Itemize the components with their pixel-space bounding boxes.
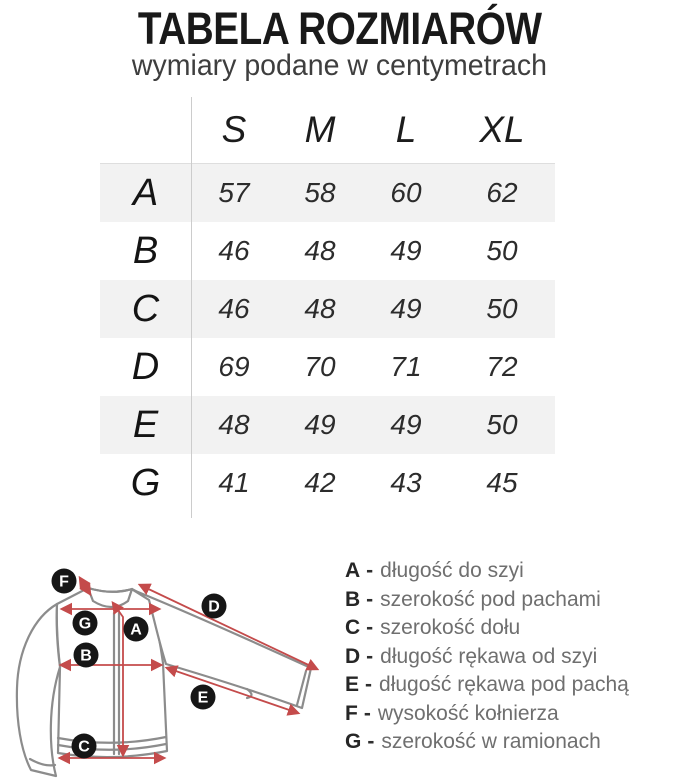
row-label: D (131, 345, 160, 388)
column-header-l: L (395, 109, 417, 150)
legend-description: długość do szyi (380, 559, 524, 582)
legend-letter: A (345, 559, 361, 582)
badge-e (191, 685, 216, 710)
badge-g (73, 611, 98, 636)
size-table-header-row (100, 97, 555, 164)
legend-letter: C (345, 616, 361, 639)
legend-letter: B (345, 587, 361, 611)
svg-text:D: D (208, 598, 220, 616)
legend-description: długość rękawa pod pachą (379, 673, 629, 696)
badge-a (124, 617, 149, 642)
value-a-m: 58 (304, 177, 336, 208)
value-d-l: 71 (390, 351, 422, 382)
row-label: E (132, 403, 159, 446)
badge-d (202, 594, 227, 619)
value-d-m: 70 (304, 351, 336, 382)
svg-text:E: E (197, 689, 209, 707)
legend-item-d (345, 643, 629, 672)
page-subtitle-row (0, 49, 679, 83)
table-row-e (100, 396, 555, 454)
value-d-s: 69 (218, 351, 250, 382)
jacket-body (57, 588, 167, 757)
svg-text:C: C (78, 738, 90, 756)
page-title-row (0, 3, 679, 54)
value-e-l: 49 (390, 409, 422, 440)
legend-separator: - (365, 673, 373, 696)
legend-letter: F (345, 701, 358, 725)
value-e-m: 49 (304, 409, 336, 440)
table-row-c (100, 280, 555, 338)
jacket-left-sleeve (17, 604, 60, 776)
row-label: G (130, 461, 161, 504)
table-row-g (100, 454, 555, 512)
legend-separator: - (363, 701, 371, 725)
legend-letter: G (345, 730, 362, 753)
value-b-l: 49 (390, 235, 422, 266)
row-label: A (132, 171, 159, 214)
page-subtitle: wymiary podane w centymetrach (131, 48, 548, 82)
header (0, 3, 679, 83)
table-row-a (100, 164, 555, 222)
svg-text:B: B (80, 647, 92, 665)
legend-letter: D (345, 644, 361, 668)
legend-description: wysokość kołnierza (377, 701, 559, 725)
value-a-xl: 62 (486, 177, 518, 208)
value-c-s: 46 (218, 293, 250, 324)
value-g-s: 41 (218, 467, 250, 498)
value-g-xl: 45 (486, 467, 518, 498)
value-a-s: 57 (218, 177, 250, 208)
column-header-xl: XL (479, 109, 525, 150)
legend-separator: - (366, 587, 374, 611)
value-d-xl: 72 (486, 351, 518, 382)
badge-b (74, 643, 99, 668)
value-c-xl: 50 (486, 293, 518, 324)
value-g-m: 42 (304, 467, 336, 498)
row-label: B (132, 229, 159, 272)
badge-c (72, 734, 97, 759)
legend-description: szerokość pod pachami (380, 587, 601, 611)
size-table (100, 97, 555, 512)
legend-description: szerokość w ramionach (381, 730, 601, 753)
svg-text:A: A (130, 621, 142, 639)
table-row-d (100, 338, 555, 396)
jacket-measurement-diagram (0, 555, 340, 779)
value-e-s: 48 (218, 409, 250, 440)
column-header-s: S (221, 109, 247, 150)
legend-description: długość rękawa od szyi (380, 644, 598, 668)
value-a-l: 60 (390, 177, 422, 208)
legend-separator: - (366, 559, 374, 582)
measurement-legend (345, 557, 629, 757)
row-label: C (131, 287, 160, 330)
table-divider-line (191, 97, 192, 518)
legend-separator: - (366, 644, 374, 668)
legend-letter: E (345, 673, 360, 696)
value-g-l: 43 (390, 467, 422, 498)
column-header-m: M (304, 109, 336, 150)
legend-item-b (345, 586, 629, 615)
badge-f (52, 569, 77, 594)
value-b-xl: 50 (486, 235, 518, 266)
value-b-s: 46 (218, 235, 250, 266)
legend-separator: - (366, 616, 374, 639)
svg-text:G: G (78, 615, 92, 633)
value-e-xl: 50 (486, 409, 518, 440)
legend-item-c (345, 614, 629, 643)
value-b-m: 48 (304, 235, 336, 266)
page-title: TABELA ROZMIARÓW (137, 3, 542, 54)
value-c-m: 48 (304, 293, 336, 324)
legend-item-e (345, 671, 629, 700)
table-row-b (100, 222, 555, 280)
legend-description: szerokość dołu (380, 616, 521, 639)
legend-separator: - (367, 730, 375, 753)
legend-item-g (345, 728, 629, 757)
value-c-l: 49 (390, 293, 422, 324)
jacket-outline (17, 588, 311, 776)
legend-item-a (345, 557, 629, 586)
svg-text:F: F (59, 573, 69, 591)
legend-item-f (345, 700, 629, 729)
